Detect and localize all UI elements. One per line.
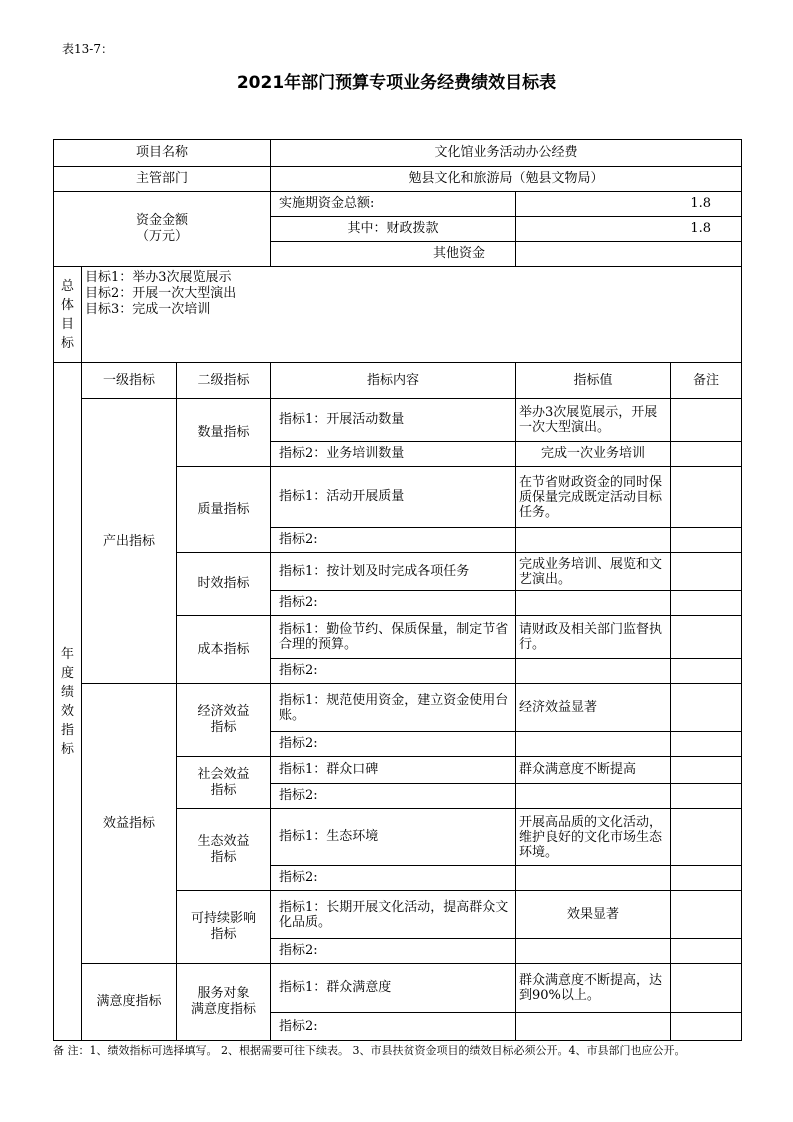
document-number: 表13-7： (62, 42, 113, 56)
indicator-content: 指标2: (271, 528, 516, 553)
indicator-content: 指标2：业务培训数量 (271, 442, 516, 467)
header-level2: 二级指标 (177, 363, 271, 399)
indicator-value (516, 784, 671, 809)
remark-cell (671, 784, 742, 809)
indicator-value: 效果显著 (516, 891, 671, 939)
table-row (54, 399, 742, 442)
indicator-value: 请财政及相关部门监督执行。 (516, 616, 671, 659)
level2-label: 数量指标 (177, 399, 271, 467)
project-name-row (54, 140, 742, 167)
annual-indicator-label: 年度绩效指标 (54, 363, 82, 1041)
project-name-value: 文化馆业务活动办公经费 (271, 140, 742, 167)
overall-goal-label: 总体目标 (54, 267, 82, 363)
level2-label: 可持续影响 指标 (177, 891, 271, 964)
indicator-value: 举办3次展览展示，开展一次大型演出。 (516, 399, 671, 442)
overall-goal-row (54, 267, 742, 363)
header-content: 指标内容 (271, 363, 516, 399)
indicator-value (516, 528, 671, 553)
remark-cell (671, 732, 742, 757)
level2-label: 生态效益 指标 (177, 809, 271, 891)
indicator-header-row (54, 363, 742, 399)
level2-label: 服务对象 满意度指标 (177, 964, 271, 1041)
performance-goal-table (53, 139, 742, 1041)
remark-cell (671, 891, 742, 939)
remark-cell (671, 964, 742, 1013)
fund-amount-label: 资金金额 （万元） (54, 192, 271, 267)
indicator-content: 指标1：勤俭节约、保质保量，制定节省合理的预算。 (271, 616, 516, 659)
indicator-content: 指标1：长期开展文化活动，提高群众文化品质。 (271, 891, 516, 939)
header-level1: 一级指标 (82, 363, 177, 399)
indicator-content: 指标1：群众满意度 (271, 964, 516, 1013)
indicator-content: 指标2: (271, 784, 516, 809)
page-title: 2021年部门预算专项业务经费绩效目标表 (236, 73, 557, 93)
indicator-value: 完成业务培训、展览和文艺演出。 (516, 553, 671, 591)
remark-cell (671, 659, 742, 684)
remark-cell (671, 684, 742, 732)
benefit-indicator-label: 效益指标 (82, 684, 177, 964)
indicator-value: 在节省财政资金的同时保质保量完成既定活动目标任务。 (516, 467, 671, 528)
fund-total-value: 1.8 (516, 192, 742, 217)
remark-cell (671, 467, 742, 528)
remark-cell (671, 553, 742, 591)
indicator-value: 开展高品质的文化活动，维护良好的文化市场生态环境。 (516, 809, 671, 866)
remark-cell (671, 939, 742, 964)
indicator-content: 指标2: (271, 939, 516, 964)
indicator-value (516, 866, 671, 891)
indicator-value (516, 591, 671, 616)
department-label: 主管部门 (54, 167, 271, 192)
table-row (54, 684, 742, 732)
indicator-content: 指标2: (271, 866, 516, 891)
indicator-value: 群众满意度不断提高，达到90%以上。 (516, 964, 671, 1013)
level2-label: 时效指标 (177, 553, 271, 616)
remark-cell (671, 866, 742, 891)
remark-cell (671, 399, 742, 442)
header-value: 指标值 (516, 363, 671, 399)
level2-label: 质量指标 (177, 467, 271, 553)
satisfaction-indicator-label: 满意度指标 (82, 964, 177, 1041)
indicator-content: 指标2: (271, 659, 516, 684)
remark-cell (671, 591, 742, 616)
level2-label: 社会效益 指标 (177, 757, 271, 809)
department-value: 勉县文化和旅游局（勉县文物局） (271, 167, 742, 192)
fund-total-label: 实施期资金总额: (271, 192, 516, 217)
remark-cell (671, 809, 742, 866)
header-remark: 备注 (671, 363, 742, 399)
indicator-content: 指标2: (271, 591, 516, 616)
indicator-value (516, 939, 671, 964)
remark-cell (671, 442, 742, 467)
remark-cell (671, 616, 742, 659)
fiscal-allocation-label: 其中：财政拨款 (271, 217, 516, 242)
indicator-content: 指标1：规范使用资金，建立资金使用台账。 (271, 684, 516, 732)
level2-label: 经济效益 指标 (177, 684, 271, 757)
indicator-content: 指标1：按计划及时完成各项任务 (271, 553, 516, 591)
indicator-value (516, 659, 671, 684)
indicator-value: 群众满意度不断提高 (516, 757, 671, 784)
indicator-value: 经济效益显著 (516, 684, 671, 732)
indicator-content: 指标2: (271, 1013, 516, 1041)
overall-goal-text: 目标1：举办3次展览展示 目标2：开展一次大型演出 目标3：完成一次培训 (82, 267, 742, 363)
remark-cell (671, 1013, 742, 1041)
fiscal-allocation-value: 1.8 (516, 217, 742, 242)
output-indicator-label: 产出指标 (82, 399, 177, 684)
remark-cell (671, 757, 742, 784)
other-fund-value (516, 242, 742, 267)
indicator-content: 指标1：生态环境 (271, 809, 516, 866)
level2-label: 成本指标 (177, 616, 271, 684)
indicator-content: 指标2: (271, 732, 516, 757)
indicator-content: 指标1：群众口碑 (271, 757, 516, 784)
indicator-content: 指标1：开展活动数量 (271, 399, 516, 442)
indicator-value (516, 1013, 671, 1041)
indicator-content: 指标1：活动开展质量 (271, 467, 516, 528)
fund-total-row (54, 192, 742, 217)
remark-cell (671, 528, 742, 553)
other-fund-label: 其他资金 (271, 242, 516, 267)
indicator-value: 完成一次业务培训 (516, 442, 671, 467)
department-row (54, 167, 742, 192)
project-name-label: 项目名称 (54, 140, 271, 167)
indicator-value (516, 732, 671, 757)
footnote: 备 注：1、绩效指标可选择填写。 2、根据需要可往下续表。 3、市县扶贫资金项目的绩效目标必须公开。4、市县部门也应公开。 (53, 1044, 686, 1057)
table-row (54, 964, 742, 1013)
